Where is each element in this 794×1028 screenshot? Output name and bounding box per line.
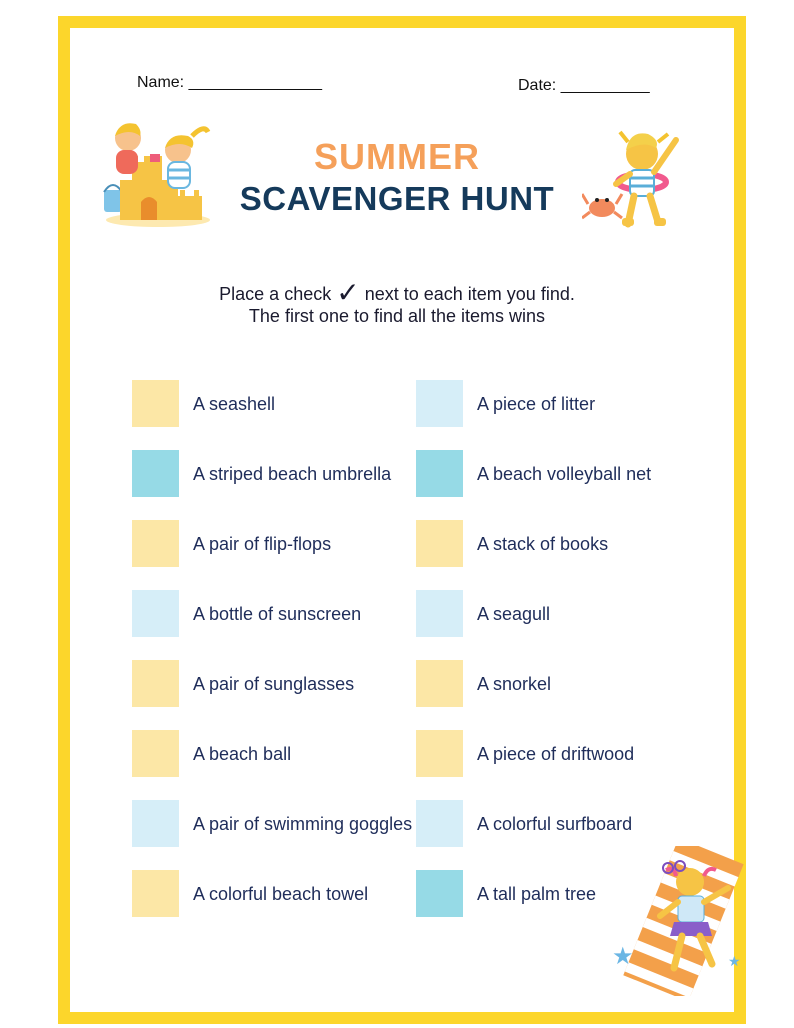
check-box[interactable] bbox=[416, 450, 463, 497]
checklist-item-label: A pair of flip-flops bbox=[193, 533, 332, 554]
check-box[interactable] bbox=[132, 870, 179, 917]
check-box[interactable] bbox=[416, 590, 463, 637]
checklist-item-label: A snorkel bbox=[477, 673, 552, 694]
checklist-item[interactable] bbox=[132, 590, 422, 638]
check-box[interactable] bbox=[416, 380, 463, 427]
checklist-item-label: A piece of litter bbox=[477, 393, 596, 414]
check-box[interactable] bbox=[132, 730, 179, 777]
checklist-item-label: A bottle of sunscreen bbox=[193, 603, 362, 624]
checklist-item-label: A piece of driftwood bbox=[477, 743, 635, 764]
checklist-item-label: A pair of swimming goggles bbox=[193, 813, 413, 834]
checklist-item[interactable] bbox=[132, 380, 422, 428]
checklist-item[interactable] bbox=[416, 380, 706, 428]
checklist-item[interactable] bbox=[416, 520, 706, 568]
instructions-line-2: The first one to find all the items wins bbox=[248, 306, 546, 326]
checklist-item[interactable] bbox=[132, 450, 422, 498]
check-box[interactable] bbox=[132, 380, 179, 427]
checklist-item[interactable] bbox=[416, 590, 706, 638]
checklist-item-label: A seagull bbox=[477, 603, 551, 624]
check-box[interactable] bbox=[416, 660, 463, 707]
check-box[interactable] bbox=[416, 800, 463, 847]
checklist-item[interactable] bbox=[132, 800, 422, 848]
instructions-line-1 bbox=[0, 276, 794, 309]
check-box[interactable] bbox=[132, 660, 179, 707]
check-box[interactable] bbox=[132, 450, 179, 497]
kid-on-towel-illustration bbox=[604, 846, 744, 996]
checklist-item[interactable] bbox=[132, 520, 422, 568]
svg-text:★: ★ bbox=[612, 942, 634, 970]
checklist-item-label: A beach ball bbox=[193, 743, 292, 764]
check-box[interactable] bbox=[132, 520, 179, 567]
checklist-item-label: A colorful surfboard bbox=[477, 813, 633, 834]
checklist-item-label: A tall palm tree bbox=[477, 883, 597, 904]
title-summer: SUMMER bbox=[314, 136, 480, 177]
checklist-item[interactable] bbox=[416, 450, 706, 498]
checklist-item-label: A pair of sunglasses bbox=[193, 673, 355, 694]
checklist-item-label: A colorful beach towel bbox=[193, 883, 369, 904]
checkmark-icon: ✓ bbox=[336, 277, 360, 308]
check-box[interactable] bbox=[416, 520, 463, 567]
title-scavenger-hunt: SCAVENGER HUNT bbox=[239, 180, 555, 217]
checklist-item[interactable] bbox=[132, 730, 422, 778]
check-box[interactable] bbox=[416, 870, 463, 917]
checklist-item[interactable] bbox=[132, 660, 422, 708]
name-field-label: Name: _______________ bbox=[137, 74, 323, 91]
dancing-kid-crab-illustration bbox=[582, 122, 697, 230]
checklist-item-label: A striped beach umbrella bbox=[193, 463, 392, 484]
check-box[interactable] bbox=[132, 800, 179, 847]
checklist-item-label: A seashell bbox=[193, 393, 276, 414]
checklist-item[interactable] bbox=[132, 870, 422, 918]
check-box[interactable] bbox=[132, 590, 179, 637]
svg-text:★: ★ bbox=[728, 954, 741, 970]
checklist-item-label: A stack of books bbox=[477, 533, 609, 554]
checklist-item-label: A beach volleyball net bbox=[477, 463, 652, 484]
checklist-item[interactable] bbox=[416, 660, 706, 708]
check-box[interactable] bbox=[416, 730, 463, 777]
checklist-item[interactable] bbox=[416, 730, 706, 778]
instructions-text-after: next to each item you find. bbox=[364, 284, 575, 304]
date-field-label: Date: __________ bbox=[518, 77, 650, 94]
instructions-text-before: Place a check bbox=[219, 284, 332, 304]
checklist-item[interactable] bbox=[416, 800, 706, 848]
